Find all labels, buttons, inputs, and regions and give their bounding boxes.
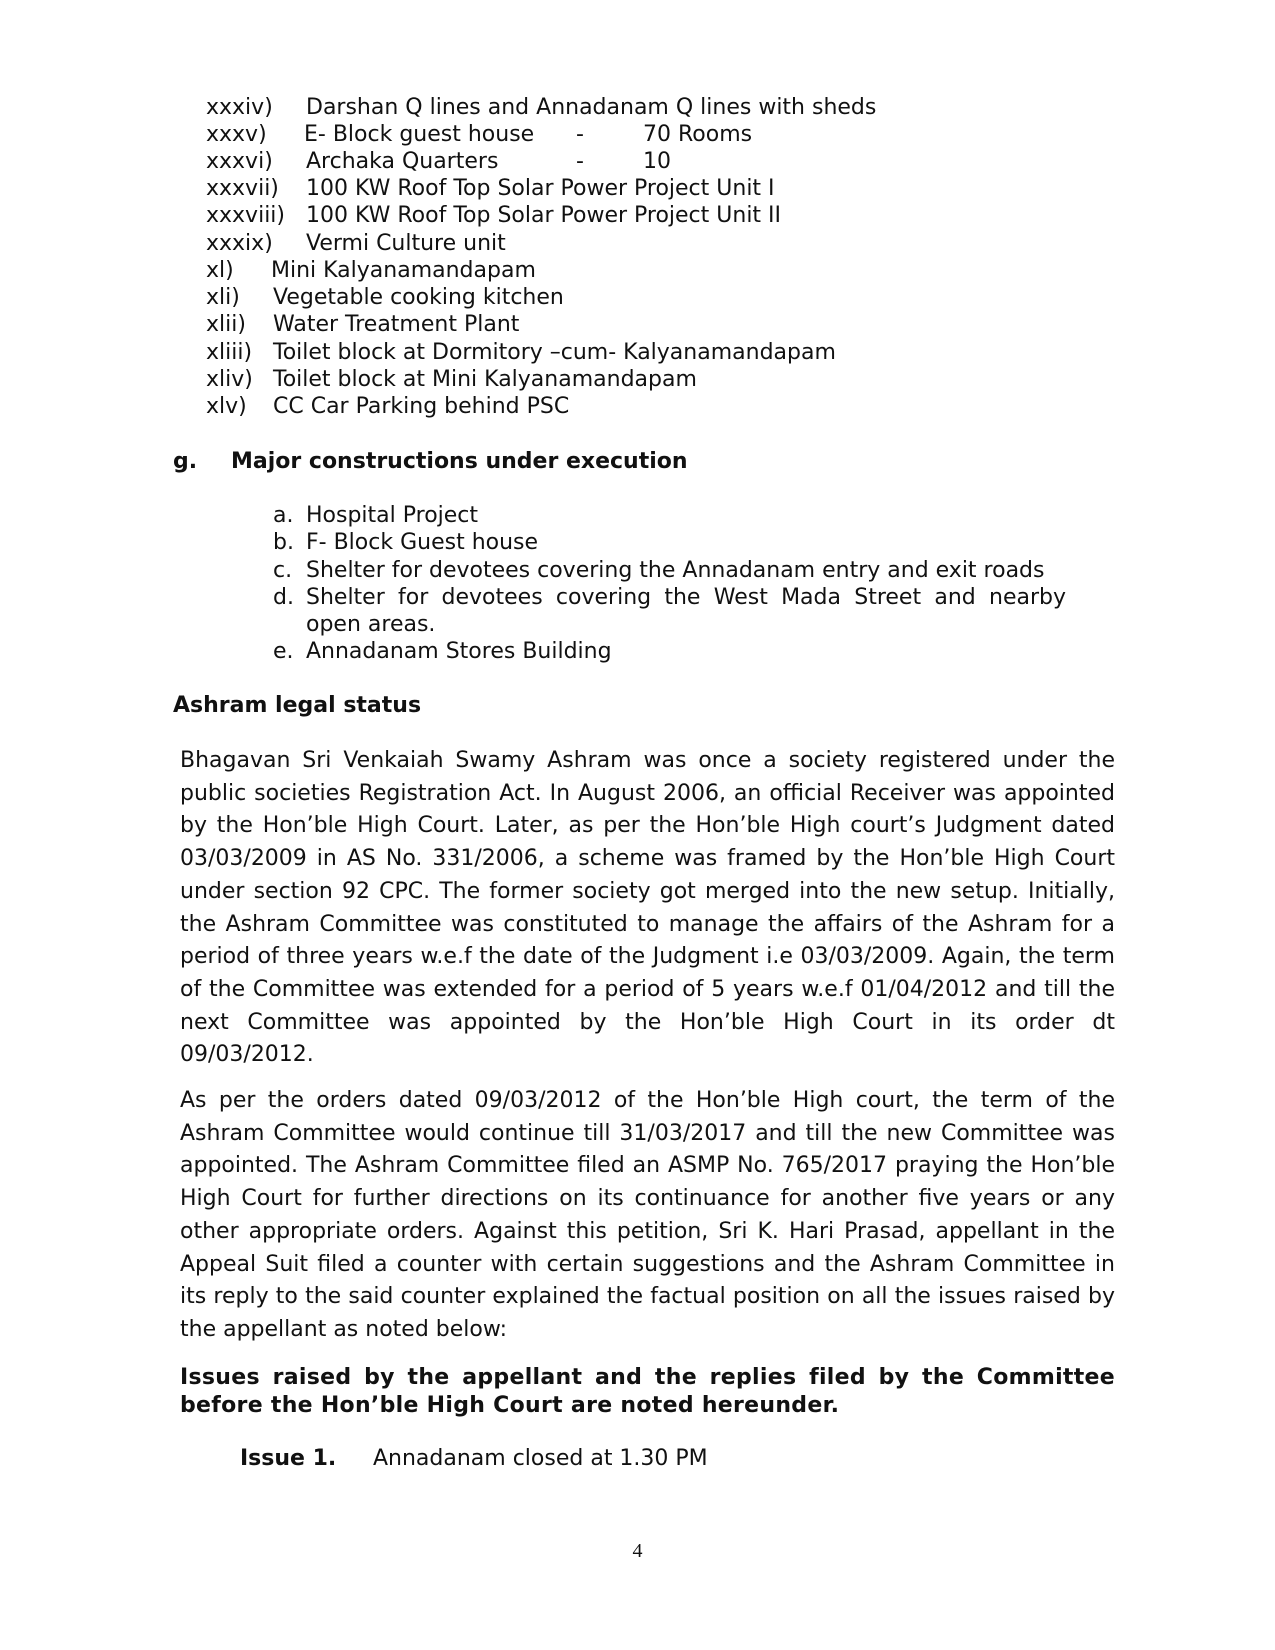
section-heading: Major constructions under execution [231, 449, 688, 474]
section-label: g. [173, 449, 198, 474]
list-number: xxxvi) [206, 149, 273, 174]
list-number: xxxix) [206, 231, 273, 256]
list-number: xliv) [206, 367, 253, 392]
list-item-text: Toilet block at Mini Kalyanamandapam [273, 367, 697, 392]
list-item-dash: - [576, 122, 584, 147]
list-item-text: 100 KW Roof Top Solar Power Project Unit I [306, 176, 775, 201]
list-letter: d. [273, 585, 294, 610]
list-item-value: 70 Rooms [643, 122, 753, 147]
legal-paragraph-1: Bhagavan Sri Venkaiah Swamy Ashram was once a society registered under the public societies Registration Act. In August 2006, an official Receiver was appointed by the Hon’ble High Court. Later, as per the Hon’ble High court’s Judgment dated 03/03/2009 in AS No. 331/2006, a scheme was framed by the Hon’ble High Court under section 92 CPC. The former society got merged into the new setup. Initially, the Ashram Committee was constituted to manage the affairs of the Ashram for a period of three years w.e.f the date of the Judgment i.e 03/03/2009. Again, the term of the Committee was extended for a period of 5 years w.e.f 01/04/2012 and till the next Committee was appointed by the Hon’ble High Court in its order dt 09/03/2012. [180, 748, 1115, 1068]
list-number: xliii) [206, 340, 253, 365]
list-item-text: Shelter for devotees covering the Annadanam entry and exit roads [306, 558, 1045, 583]
list-item-text: CC Car Parking behind PSC [273, 394, 570, 419]
issue-text: Annadanam closed at 1.30 PM [373, 1446, 708, 1471]
list-letter: e. [273, 639, 294, 664]
list-number: xlii) [206, 312, 246, 337]
list-item-text: Water Treatment Plant [273, 312, 520, 337]
list-item-value: 10 [643, 149, 671, 174]
issue-label: Issue 1. [240, 1446, 337, 1471]
list-item-text: F- Block Guest house [306, 530, 539, 555]
list-item-text: Hospital Project [306, 503, 479, 528]
list-letter: b. [273, 530, 294, 555]
list-item-text: Archaka Quarters [306, 149, 499, 174]
list-item-dash: - [576, 149, 584, 174]
list-item-text: 100 KW Roof Top Solar Power Project Unit II [306, 203, 782, 228]
list-item-text: Mini Kalyanamandapam [271, 258, 536, 283]
list-item-text: Shelter for devotees covering the West Mada Street and nearby [306, 585, 1066, 610]
list-number: xxxviii) [206, 203, 285, 228]
list-number: xxxv) [206, 122, 267, 147]
list-letter: c. [273, 558, 293, 583]
issues-heading: Issues raised by the appellant and the replies filed by the Committee before the Hon’ble High Court are noted hereunder. [180, 1365, 1115, 1418]
list-number: xxxiv) [206, 95, 273, 120]
list-item-text-continued: open areas. [306, 612, 436, 637]
legal-paragraph-2: As per the orders dated 09/03/2012 of the Hon’ble High court, the term of the Ashram Committee would continue till 31/03/2017 and till the new Committee was appointed. The Ashram Committee filed an ASMP No. 765/2017 praying the Hon’ble High Court for further directions on its continuance for another five years or any other appropriate orders. Against this petition, Sri K. Hari Prasad, appellant in the Appeal Suit filed a counter with certain suggestions and the Ashram Committee in its reply to the said counter explained the factual position on all the issues raised by the appellant as noted below: [180, 1088, 1115, 1342]
list-number: xlv) [206, 394, 247, 419]
list-number: xl) [206, 258, 234, 283]
section-heading-legal-status: Ashram legal status [173, 693, 422, 718]
list-item-text: Vegetable cooking kitchen [273, 285, 564, 310]
list-letter: a. [273, 503, 294, 528]
list-item-text: Toilet block at Dormitory –cum- Kalyanamandapam [273, 340, 836, 365]
list-number: xli) [206, 285, 240, 310]
page-number: 4 [632, 1540, 643, 1562]
list-item-text: Annadanam Stores Building [306, 639, 612, 664]
list-item-text: Vermi Culture unit [306, 231, 506, 256]
list-number: xxxvii) [206, 176, 279, 201]
list-item-text: E- Block guest house [304, 122, 535, 147]
list-item-text: Darshan Q lines and Annadanam Q lines with sheds [306, 95, 877, 120]
